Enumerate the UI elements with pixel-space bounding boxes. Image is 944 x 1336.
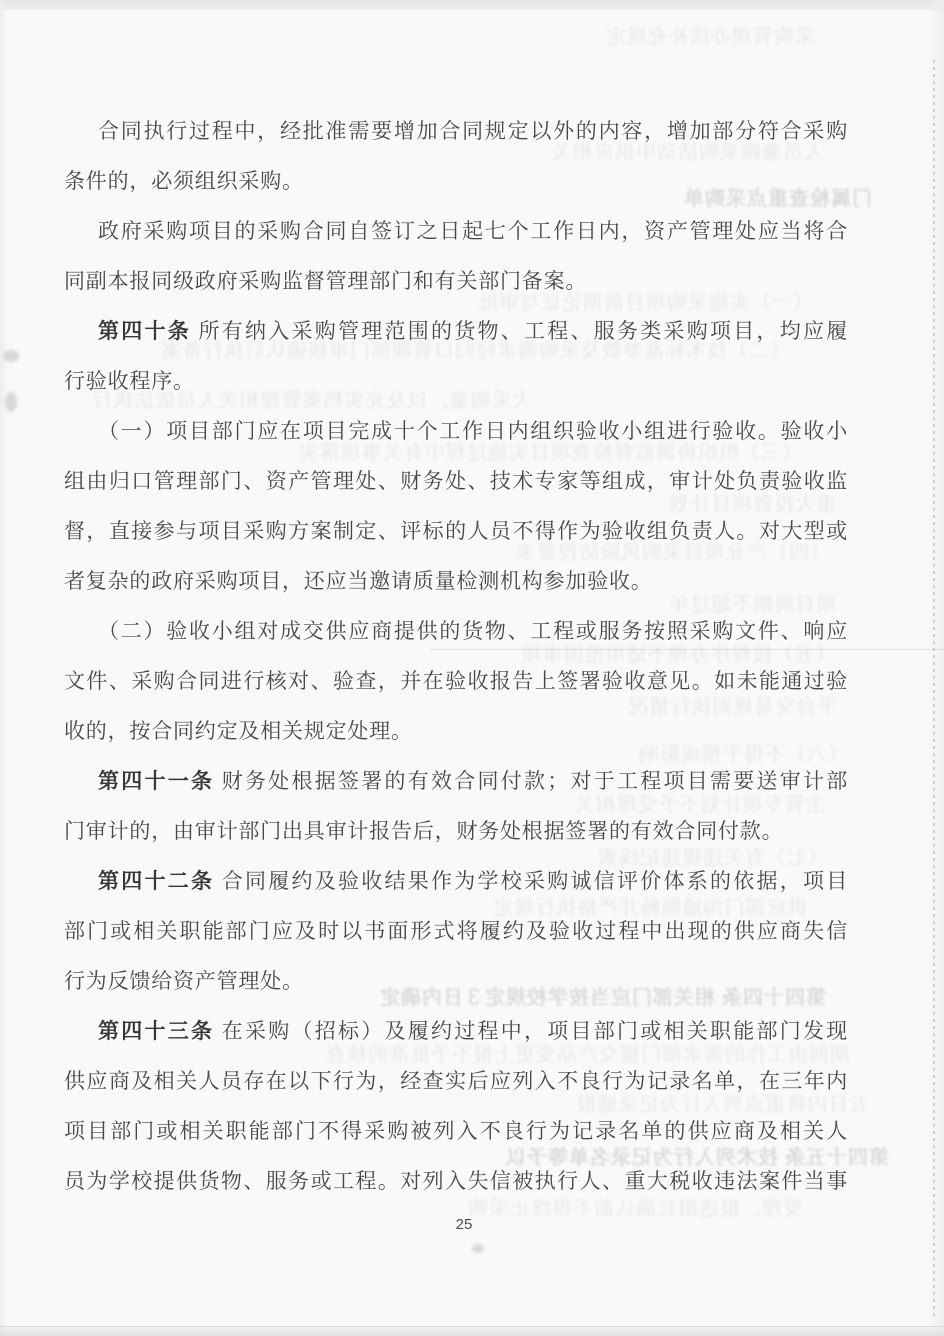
text-line: 文件、采购合同进行核对、验查，并在验收报告上签署验收意见。如未能通过验 xyxy=(64,669,848,693)
bleedthrough-text: 主管专项计划不予受理相关 xyxy=(574,794,826,816)
text-line: （一）项目部门应在项目完成十个工作日内组织验收小组进行验收。验收小 xyxy=(98,419,848,443)
bleedthrough-text: 受理、报送组长确认前不得终止采购 xyxy=(467,1198,803,1220)
text-line: 组由归口管理部门、资产管理处、财务处、技术专家等组成，审计处负责验收监 xyxy=(64,469,848,493)
bleedthrough-text: 门属检查重点采购单 xyxy=(683,188,872,210)
bleedthrough-text: 五日内将重点列入行为记录通报 xyxy=(575,1094,870,1116)
text-line: 者复杂的政府采购项目，还应当邀请质量检测机构参加验收。 xyxy=(64,569,653,593)
text-line: 部门或相关职能部门应及时以书面形式将履约及验收过程中出现的供应商失信 xyxy=(64,919,848,943)
scan-edge-bottom xyxy=(0,1326,944,1336)
text-line: 收的，按合同约定及相关规定处理。 xyxy=(64,719,413,743)
scan-edge-right xyxy=(928,0,944,1336)
page-number: 25 xyxy=(455,1216,473,1233)
text-line: 同副本报同级政府采购监督管理部门和有关部门备案。 xyxy=(64,269,588,293)
document-text xyxy=(64,106,848,1206)
text-line: 合同执行过程中，经批准需要增加合同规定以外的内容，增加部分符合采购 xyxy=(98,119,848,143)
bleedthrough-text: 人员兼顾采购活动中供应相关 xyxy=(551,142,824,164)
text-line: 督，直接参与项目采购方案制定、评标的人员不得作为验收组负责人。对大型或 xyxy=(64,519,848,543)
text-line: 门审计的，由审计部门出具审计报告后，财务处根据签署的有效合同付款。 xyxy=(64,819,784,843)
bleedthrough-text: 第四十五条 技术列入行为记录名单等予以 xyxy=(505,1147,889,1169)
text-line: 第四十二条 合同履约及验收结果作为学校采购诚信评价体系的依据，项目 xyxy=(98,869,848,893)
text-line: 供应商及相关人员存在以下行为，经查实后应列入不良行为记录名单，在三年内 xyxy=(64,1069,848,1093)
bleedthrough-text: 平台交易规则执行情况 xyxy=(627,696,838,718)
bleedthrough-text: 项目周期不超过年 xyxy=(668,594,837,616)
text-line: 项目部门或相关职能部门不得采购被列入不良行为记录名单的供应商及相关人 xyxy=(64,1119,848,1143)
bleedthrough-text: 第四十四条 相关部门应当按学校规定３日内确定 xyxy=(379,987,826,1009)
bleedthrough-text: （七）有关违规违纪线索 xyxy=(597,847,828,869)
bleedthrough-text: （一）实施采购项目前期论证与审批 xyxy=(477,292,813,314)
article-number: 第四十一条 xyxy=(98,769,215,793)
bleedthrough-text: （四）产业项目采购风险防控要求 xyxy=(515,542,830,564)
bleedthrough-text: （六）不得干预或影响 xyxy=(638,744,848,766)
bleedthrough-text: 采购管理办法补充规定 xyxy=(605,26,815,48)
scan-edge-top xyxy=(0,0,944,10)
text-line: 员为学校提供货物、服务或工程。对列入失信被执行人、重大税收违法案件当事 xyxy=(64,1169,848,1193)
text-line: 条件的，必须组织采购。 xyxy=(64,169,304,193)
text-line: 行为反馈给资产管理处。 xyxy=(64,969,304,993)
bleedthrough-text: 重大投资项目计划 xyxy=(668,494,837,516)
text-line: 政府采购项目的采购合同自签订之日起七个工作日内，资产管理处应当将合 xyxy=(98,219,848,243)
bleedthrough-text: （三）组织协调监督检查项目实施过程中有关事项落实 xyxy=(298,442,802,464)
bleedthrough-text: （二）技术标准参数及采购需求经归口管理部门审核确认后执行备案 xyxy=(160,340,790,362)
text-line: （二）验收小组对成交供应商提供的货物、工程或服务按照采购文件、响应 xyxy=(98,619,848,643)
bleedthrough-text: （五）按程序办理不适用范围事项 xyxy=(520,644,836,666)
text-line: 第四十一条 财务处根据签署的有效合同付款；对于工程项目需要送审计部 xyxy=(98,769,848,793)
scan-edge-left xyxy=(0,0,8,1336)
bleedthrough-text: 大采购量，以及充实档案管理相关人员依法执行 xyxy=(91,390,533,412)
article-number: 第四十三条 xyxy=(98,1019,215,1043)
text-line: 行验收程序。 xyxy=(64,369,195,393)
text-line: 第四十条 所有纳入采购管理范围的货物、工程、服务类采购项目，均应履 xyxy=(98,319,848,343)
article-number: 第四十二条 xyxy=(98,869,215,893)
smudge-mark xyxy=(472,1244,484,1253)
text-line: 第四十三条 在采购（招标）及履约过程中，项目部门或相关职能部门发现 xyxy=(98,1019,848,1043)
article-number: 第四十条 xyxy=(98,319,191,343)
bleedthrough-text: 期间由工作的需求部门提交产品变更上报不予批准的核查 xyxy=(325,1044,850,1066)
bleedthrough-text: 供应部门沟通顺畅并严格执行规定 xyxy=(492,897,808,919)
